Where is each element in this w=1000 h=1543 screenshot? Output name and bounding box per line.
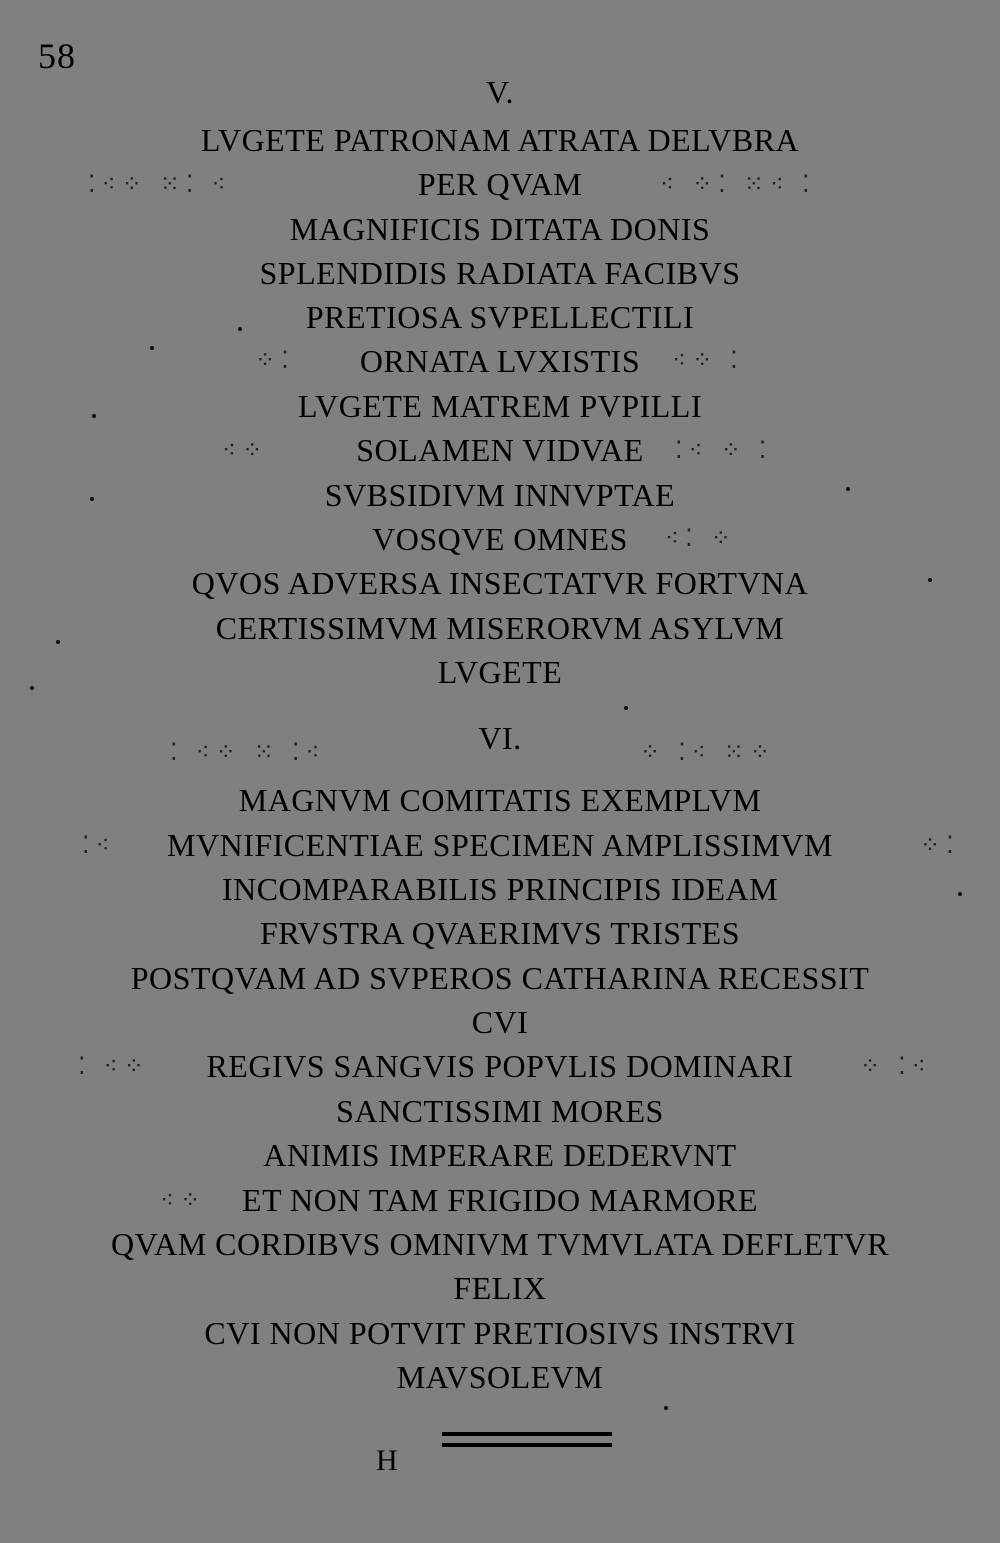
ink-speck <box>958 892 962 896</box>
page-number: 58 <box>38 36 76 76</box>
inscription-line: REGIVS SANGVIS POPVLIS DOMINARI <box>206 1048 794 1084</box>
section-five-heading: V. <box>486 74 514 110</box>
ink-speck <box>624 706 628 710</box>
show-through-artifact: ⁖⁚ ⁘ <box>665 526 737 552</box>
ink-speck <box>92 414 96 418</box>
inscription-line: FELIX <box>453 1270 547 1306</box>
ink-speck <box>238 327 242 331</box>
inscription-line: POSTQVAM AD SVPEROS CATHARINA RECESSIT <box>130 960 870 996</box>
ink-speck <box>928 578 932 582</box>
show-through-artifact: ⁚⁖ ⁘ ⁚ <box>675 438 773 464</box>
inscription-line: MAGNIFICIS DITATA DONIS <box>289 211 711 247</box>
inscription-line: LVGETE MATREM PVPILLI <box>298 388 702 424</box>
inscription-line: INCOMPARABILIS PRINCIPIS IDEAM <box>221 871 779 907</box>
show-through-artifact: ⁖⁘ <box>160 1188 207 1214</box>
ink-speck <box>90 497 94 501</box>
show-through-artifact: ⁘ ⁚⁖ ⁙⁘ <box>640 740 777 766</box>
show-through-artifact: ⁚ ⁖⁘ <box>78 1054 150 1080</box>
ink-speck <box>846 487 850 491</box>
inscription-line: CVI NON POTVIT PRETIOSIVS INSTRVI <box>204 1315 796 1351</box>
inscription-line: MAGNVM COMITATIS EXEMPLVM <box>238 782 762 818</box>
inscription-line: ANIMIS IMPERARE DEDERVNT <box>263 1137 737 1173</box>
inscription-line: SVBSIDIVM INNVPTAE <box>324 477 676 513</box>
inscription-line: PER QVAM <box>417 166 583 202</box>
inscription-line: QVAM CORDIBVS OMNIVM TVMVLATA DEFLETVR <box>111 1226 889 1262</box>
ink-speck <box>664 1406 668 1410</box>
inscription-line: SANCTISSIMI MORES <box>336 1093 664 1129</box>
inscription-line: VOSQVE OMNES <box>372 521 628 557</box>
ink-speck <box>56 640 60 644</box>
inscription-line: PRETIOSA SVPELLECTILI <box>305 299 695 335</box>
show-through-artifact: ⁚⁖ <box>82 833 116 859</box>
inscription-line: FRVSTRA QVAERIMVS TRISTES <box>260 915 740 951</box>
inscription-line: ORNATA LVXISTIS <box>359 343 641 379</box>
show-through-artifact: ⁘⁚ <box>920 833 960 859</box>
show-through-artifact: ⁖⁘ <box>222 438 269 464</box>
inscription-line: ET NON TAM FRIGIDO MARMORE <box>242 1182 758 1218</box>
section-six-heading: VI. <box>478 720 522 756</box>
ink-speck <box>150 346 154 350</box>
inscription-line: QVOS ADVERSA INSECTATVR FORTVNA <box>191 565 809 601</box>
inscription-line: MAVSOLEVM <box>396 1359 604 1395</box>
show-through-artifact: ⁚ ⁖⁘ ⁙ ⁚⁖ <box>170 740 326 766</box>
inscription-line: SOLAMEN VIDVAE <box>356 432 644 468</box>
closing-rule-top <box>442 1432 612 1436</box>
show-through-artifact: ⁘⁚ <box>255 348 295 374</box>
inscription-line: SPLENDIDIS RADIATA FACIBVS <box>259 255 741 291</box>
ink-speck <box>30 686 34 690</box>
inscription-line: CVI <box>471 1004 529 1040</box>
inscription-line: MVNIFICENTIAE SPECIMEN AMPLISSIMVM <box>167 827 833 863</box>
show-through-artifact: ⁚⁖⁘ ⁙⁚ ⁖ <box>88 172 232 198</box>
inscription-line: LVGETE <box>437 654 563 690</box>
inscription-line: LVGETE PATRONAM ATRATA DELVBRA <box>200 122 800 158</box>
inscription-line: CERTISSIMVM MISERORVM ASYLVM <box>215 610 785 646</box>
closing-rule-bottom <box>442 1443 612 1447</box>
signature-mark: H <box>376 1444 398 1477</box>
show-through-artifact: ⁖ ⁘⁚ ⁙⁖ ⁚ <box>660 172 816 198</box>
show-through-artifact: ⁖⁘ ⁚ <box>672 348 744 374</box>
show-through-artifact: ⁘ ⁚⁖ <box>860 1054 932 1080</box>
